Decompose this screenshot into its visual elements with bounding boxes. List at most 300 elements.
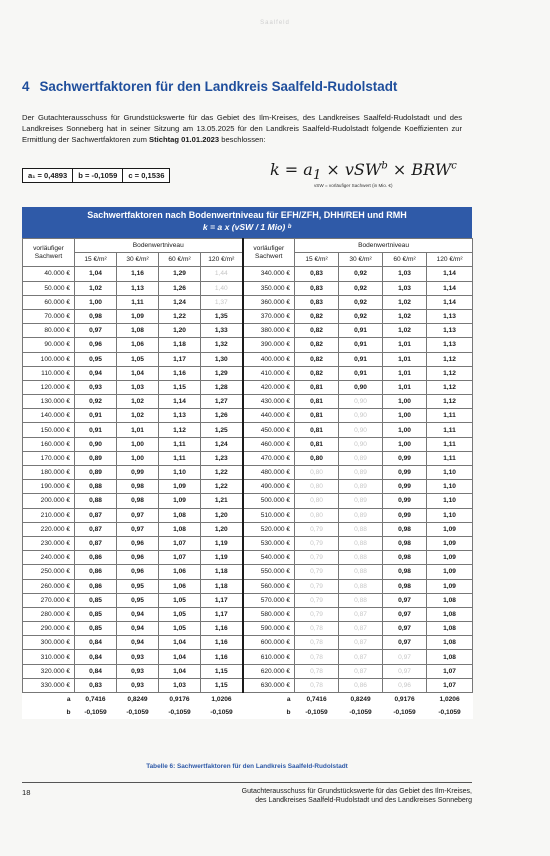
right-sachwert-cell: 410.000 €	[243, 366, 295, 380]
intro-suffix: beschlossen:	[219, 135, 266, 144]
right-factor-cell: 0,78	[295, 622, 339, 636]
left-factor-cell: 1,18	[201, 565, 243, 579]
intro-paragraph	[22, 112, 462, 145]
right-factor-cell: 1,01	[383, 380, 427, 394]
left-factor-cell: 0,94	[75, 366, 117, 380]
left-factor-cell: 1,09	[117, 309, 159, 323]
table-row	[23, 423, 473, 437]
table-row	[23, 678, 473, 692]
right-factor-cell: 0,79	[295, 593, 339, 607]
right-sachwert-cell: 390.000 €	[243, 338, 295, 352]
left-factor-cell: 0,95	[117, 579, 159, 593]
left-factor-cell: 1,44	[201, 267, 243, 281]
coef-label: b	[286, 709, 291, 717]
left-factor-cell: 1,00	[75, 295, 117, 309]
left-factor-cell: 1,27	[201, 395, 243, 409]
left-factor-cell: 1,15	[201, 678, 243, 692]
right-sachwert-cell: 340.000 €	[243, 267, 295, 281]
left-sachwert-cell: 70.000 €	[23, 309, 75, 323]
table-row	[23, 565, 473, 579]
left-factor-cell: 1,28	[201, 380, 243, 394]
right-factor-cell: 1,14	[427, 281, 473, 295]
right-factor-cell: 1,10	[427, 508, 473, 522]
right-factor-cell: 0,87	[339, 664, 383, 678]
right-factor-cell: 0,82	[295, 338, 339, 352]
table-row	[23, 451, 473, 465]
right-factor-cell: 0,79	[295, 607, 339, 621]
left-factor-cell: 1,05	[159, 593, 201, 607]
right-factor-cell: 0,90	[339, 409, 383, 423]
right-factor-cell: 0,79	[295, 579, 339, 593]
left-sachwert-cell: 150.000 €	[23, 423, 75, 437]
right-sachwert-cell: 630.000 €	[243, 678, 295, 692]
coef-value: 0,9176	[394, 696, 415, 704]
formula-mid2: × BRW	[387, 160, 452, 179]
table-row	[23, 622, 473, 636]
right-factor-cell: 0,97	[383, 607, 427, 621]
table-row	[23, 522, 473, 536]
left-sachwert-cell: 190.000 €	[23, 480, 75, 494]
right-factor-cell: 0,89	[339, 494, 383, 508]
right-factor-cell: 1,02	[383, 309, 427, 323]
left-factor-cell: 0,94	[117, 636, 159, 650]
right-factor-cell: 0,89	[339, 480, 383, 494]
left-factor-cell: 1,29	[201, 366, 243, 380]
coef-value: 0,8249	[350, 696, 371, 704]
formula-lhs: k = a	[270, 160, 313, 179]
coef-c: c = 0,1536	[128, 171, 165, 180]
left-sachwert-cell: 180.000 €	[23, 466, 75, 480]
left-factor-cell: 1,19	[201, 536, 243, 550]
left-factor-cell: 1,07	[159, 551, 201, 565]
left-factor-cell: 0,84	[75, 636, 117, 650]
left-factor-cell: 0,96	[75, 338, 117, 352]
left-sachwert-cell: 320.000 €	[23, 664, 75, 678]
right-sachwert-cell: 420.000 €	[243, 380, 295, 394]
left-factor-cell: 1,16	[201, 650, 243, 664]
left-factor-cell: 1,06	[159, 579, 201, 593]
page-number: 18	[22, 788, 31, 797]
footer-line-1: Gutachterausschuss für Grundstückswerte für das Gebiet des Ilm-Kreises,	[241, 788, 472, 795]
table-row	[23, 295, 473, 309]
coef-value: 0,8249	[127, 696, 148, 704]
left-factor-cell: 0,87	[75, 522, 117, 536]
table-row	[23, 650, 473, 664]
left-factor-cell: 1,01	[117, 423, 159, 437]
left-factor-cell: 0,97	[117, 522, 159, 536]
left-factor-cell: 1,16	[201, 622, 243, 636]
left-factor-cell: 0,98	[117, 494, 159, 508]
left-factor-cell: 1,19	[201, 551, 243, 565]
table-row	[23, 338, 473, 352]
left-factor-cell: 0,86	[75, 565, 117, 579]
right-factor-cell: 0,87	[339, 650, 383, 664]
left-factor-cell: 1,04	[159, 636, 201, 650]
right-factor-cell: 0,90	[339, 423, 383, 437]
left-factor-cell: 1,29	[159, 267, 201, 281]
coef-value: -0,1059	[126, 709, 149, 717]
left-factor-cell: 1,06	[117, 338, 159, 352]
left-factor-cell: 0,91	[75, 423, 117, 437]
left-factor-cell: 1,04	[117, 366, 159, 380]
footer-line-2: des Landkreises Saalfeld-Rudolstadt und des Landkreises Sonneberg	[255, 797, 472, 804]
table-row	[23, 536, 473, 550]
sachwert-table	[22, 238, 473, 719]
right-factor-cell: 1,01	[383, 366, 427, 380]
left-sachwert-cell: 270.000 €	[23, 593, 75, 607]
hdr-level: 30 €/m²	[339, 253, 383, 267]
intro-text: Der Gutachterausschuss für Grundstückswerte für das Gebiet des Ilm-Kreises, des Landkreises Saalfeld-Rudolstadt und des Landkreises Sonneberg hat in seiner Sitzung am 13.05.2025 für den Landkreis Saalfeld-Rudolstadt folgende Koeffizienten zur Ermittlung der Sachwertfaktoren zum	[22, 113, 462, 144]
left-factor-cell: 1,04	[75, 267, 117, 281]
table-row	[23, 551, 473, 565]
right-factor-cell: 0,97	[383, 650, 427, 664]
left-factor-cell: 1,16	[201, 636, 243, 650]
right-factor-cell: 1,00	[383, 395, 427, 409]
left-sachwert-cell: 160.000 €	[23, 437, 75, 451]
right-sachwert-cell: 480.000 €	[243, 466, 295, 480]
left-factor-cell: 1,22	[201, 466, 243, 480]
left-factor-cell: 0,86	[75, 551, 117, 565]
right-factor-cell: 0,88	[339, 593, 383, 607]
right-factor-cell: 0,83	[295, 281, 339, 295]
right-factor-cell: 1,09	[427, 565, 473, 579]
coef-value: -0,1059	[84, 709, 107, 717]
right-sachwert-cell: 370.000 €	[243, 309, 295, 323]
right-factor-cell: 0,97	[383, 622, 427, 636]
right-factor-cell: 1,08	[427, 593, 473, 607]
left-factor-cell: 1,35	[201, 309, 243, 323]
right-factor-cell: 1,14	[427, 267, 473, 281]
left-factor-cell: 1,17	[201, 607, 243, 621]
table-row	[23, 324, 473, 338]
hdr-level: 120 €/m²	[427, 253, 473, 267]
left-factor-cell: 0,85	[75, 607, 117, 621]
right-sachwert-cell: 530.000 €	[243, 536, 295, 550]
right-factor-cell: 1,09	[427, 579, 473, 593]
right-factor-cell: 1,12	[427, 366, 473, 380]
hdr-level: 15 €/m²	[295, 253, 339, 267]
left-factor-cell: 1,05	[159, 622, 201, 636]
right-factor-cell: 0,91	[339, 366, 383, 380]
right-factor-cell: 1,11	[427, 423, 473, 437]
left-factor-cell: 0,88	[75, 480, 117, 494]
right-sachwert-cell: 570.000 €	[243, 593, 295, 607]
right-factor-cell: 0,92	[339, 281, 383, 295]
left-sachwert-cell: 50.000 €	[23, 281, 75, 295]
right-sachwert-cell: 550.000 €	[243, 565, 295, 579]
right-factor-cell: 0,99	[383, 451, 427, 465]
left-factor-cell: 1,03	[159, 678, 201, 692]
right-sachwert-cell: 590.000 €	[243, 622, 295, 636]
right-factor-cell: 0,88	[339, 522, 383, 536]
left-factor-cell: 0,93	[117, 678, 159, 692]
left-factor-cell: 1,26	[201, 409, 243, 423]
left-factor-cell: 1,40	[201, 281, 243, 295]
table-body	[23, 267, 473, 720]
right-factor-cell: 0,83	[295, 267, 339, 281]
right-factor-cell: 0,82	[295, 309, 339, 323]
right-factor-cell: 1,00	[383, 409, 427, 423]
left-sachwert-cell: 200.000 €	[23, 494, 75, 508]
right-factor-cell: 0,87	[339, 622, 383, 636]
left-factor-cell: 1,09	[159, 494, 201, 508]
table-row	[23, 664, 473, 678]
left-factor-cell: 0,85	[75, 622, 117, 636]
table-row	[23, 607, 473, 621]
left-factor-cell: 1,02	[75, 281, 117, 295]
right-factor-cell: 0,80	[295, 494, 339, 508]
right-factor-cell: 0,92	[339, 309, 383, 323]
coef-value: 1,0206	[439, 696, 460, 704]
table-row	[23, 636, 473, 650]
left-factor-cell: 1,20	[201, 522, 243, 536]
left-factor-cell: 1,16	[117, 267, 159, 281]
right-factor-cell: 0,96	[383, 678, 427, 692]
left-factor-cell: 1,17	[159, 352, 201, 366]
right-factor-cell: 1,13	[427, 338, 473, 352]
right-factor-cell: 1,09	[427, 536, 473, 550]
left-factor-cell: 0,98	[75, 309, 117, 323]
left-factor-cell: 1,04	[159, 650, 201, 664]
right-factor-cell: 0,78	[295, 664, 339, 678]
right-factor-cell: 0,97	[383, 636, 427, 650]
formula	[270, 160, 457, 183]
left-factor-cell: 1,12	[159, 423, 201, 437]
table-row	[23, 267, 473, 281]
right-factor-cell: 1,00	[383, 423, 427, 437]
right-factor-cell: 0,80	[295, 508, 339, 522]
right-sachwert-cell: 400.000 €	[243, 352, 295, 366]
hdr-vorl-right: vorläufiger Sachwert	[243, 239, 295, 267]
right-sachwert-cell: 430.000 €	[243, 395, 295, 409]
right-sachwert-cell: 350.000 €	[243, 281, 295, 295]
left-factor-cell: 1,37	[201, 295, 243, 309]
right-factor-cell: 0,92	[339, 295, 383, 309]
right-factor-cell: 0,92	[339, 267, 383, 281]
table-row	[23, 309, 473, 323]
right-factor-cell: 0,87	[339, 636, 383, 650]
right-factor-cell: 0,98	[383, 579, 427, 593]
left-factor-cell: 1,14	[159, 395, 201, 409]
right-factor-cell: 0,81	[295, 380, 339, 394]
left-factor-cell: 0,83	[75, 678, 117, 692]
coef-b: b = -0,1059	[73, 169, 123, 182]
coef-value: 0,9176	[169, 696, 190, 704]
coef-value: -0,1059	[349, 709, 372, 717]
left-factor-cell: 1,20	[159, 324, 201, 338]
left-factor-cell: 0,85	[75, 593, 117, 607]
left-factor-cell: 0,93	[117, 664, 159, 678]
right-factor-cell: 0,98	[383, 536, 427, 550]
left-factor-cell: 1,00	[117, 437, 159, 451]
right-factor-cell: 1,13	[427, 324, 473, 338]
left-sachwert-cell: 60.000 €	[23, 295, 75, 309]
left-factor-cell: 1,16	[159, 366, 201, 380]
right-factor-cell: 0,82	[295, 352, 339, 366]
right-sachwert-cell: 460.000 €	[243, 437, 295, 451]
right-sachwert-cell: 440.000 €	[243, 409, 295, 423]
section-title: Sachwertfaktoren für den Landkreis Saalfeld-Rudolstadt	[39, 79, 398, 94]
left-factor-cell: 0,91	[75, 409, 117, 423]
hdr-level: 15 €/m²	[75, 253, 117, 267]
right-factor-cell: 0,88	[339, 565, 383, 579]
coef-row-b_label	[23, 706, 473, 719]
formula-exp-c: c	[451, 160, 457, 172]
table-row	[23, 579, 473, 593]
right-factor-cell: 0,80	[295, 451, 339, 465]
hdr-vorl-left: vorläufiger Sachwert	[23, 239, 75, 267]
right-factor-cell: 1,08	[427, 622, 473, 636]
right-factor-cell: 1,11	[427, 409, 473, 423]
hdr-bodenwert-left: Bodenwertniveau	[75, 239, 243, 253]
right-factor-cell: 0,82	[295, 324, 339, 338]
left-factor-cell: 1,32	[201, 338, 243, 352]
left-factor-cell: 1,04	[159, 664, 201, 678]
left-sachwert-cell: 90.000 €	[23, 338, 75, 352]
right-factor-cell: 1,12	[427, 380, 473, 394]
left-sachwert-cell: 40.000 €	[23, 267, 75, 281]
right-sachwert-cell: 620.000 €	[243, 664, 295, 678]
table-row	[23, 466, 473, 480]
left-factor-cell: 1,09	[159, 480, 201, 494]
coef-value: 0,7416	[306, 696, 327, 704]
left-factor-cell: 0,96	[117, 551, 159, 565]
hdr-bodenwert-right: Bodenwertniveau	[295, 239, 473, 253]
hdr-level: 60 €/m²	[383, 253, 427, 267]
right-factor-cell: 1,00	[383, 437, 427, 451]
table-row	[23, 366, 473, 380]
left-sachwert-cell: 330.000 €	[23, 678, 75, 692]
left-factor-cell: 1,11	[159, 437, 201, 451]
left-factor-cell: 1,03	[117, 380, 159, 394]
left-factor-cell: 1,02	[117, 409, 159, 423]
left-sachwert-cell: 290.000 €	[23, 622, 75, 636]
left-factor-cell: 1,05	[117, 352, 159, 366]
left-factor-cell: 1,25	[201, 423, 243, 437]
left-factor-cell: 0,84	[75, 650, 117, 664]
right-factor-cell: 1,07	[427, 678, 473, 692]
right-factor-cell: 1,10	[427, 466, 473, 480]
right-factor-cell: 0,82	[295, 366, 339, 380]
left-factor-cell: 1,22	[159, 309, 201, 323]
table-formula: k = a x (vSW / 1 Mio) ᵇ	[202, 222, 292, 232]
left-factor-cell: 0,95	[75, 352, 117, 366]
left-factor-cell: 1,18	[159, 338, 201, 352]
right-factor-cell: 0,89	[339, 451, 383, 465]
left-sachwert-cell: 140.000 €	[23, 409, 75, 423]
right-factor-cell: 0,78	[295, 636, 339, 650]
table-row	[23, 437, 473, 451]
left-factor-cell: 1,08	[117, 324, 159, 338]
right-factor-cell: 0,79	[295, 522, 339, 536]
right-factor-cell: 0,90	[339, 395, 383, 409]
right-factor-cell: 0,97	[383, 593, 427, 607]
right-sachwert-cell: 540.000 €	[243, 551, 295, 565]
right-factor-cell: 0,91	[339, 338, 383, 352]
right-factor-cell: 0,80	[295, 466, 339, 480]
left-factor-cell: 0,84	[75, 664, 117, 678]
left-sachwert-cell: 100.000 €	[23, 352, 75, 366]
right-factor-cell: 1,10	[427, 494, 473, 508]
right-factor-cell: 1,08	[427, 650, 473, 664]
section-number: 4	[22, 79, 30, 94]
right-factor-cell: 0,99	[383, 508, 427, 522]
right-factor-cell: 0,98	[383, 522, 427, 536]
right-factor-cell: 1,09	[427, 522, 473, 536]
left-factor-cell: 1,02	[117, 395, 159, 409]
formula-sub: 1	[312, 168, 322, 184]
right-factor-cell: 0,89	[339, 466, 383, 480]
right-factor-cell: 1,10	[427, 480, 473, 494]
right-factor-cell: 0,99	[383, 480, 427, 494]
left-factor-cell: 1,30	[201, 352, 243, 366]
left-factor-cell: 1,15	[159, 380, 201, 394]
coef-value: -0,1059	[305, 709, 328, 717]
left-factor-cell: 1,08	[159, 508, 201, 522]
left-factor-cell: 0,96	[117, 565, 159, 579]
left-sachwert-cell: 240.000 €	[23, 551, 75, 565]
right-sachwert-cell: 380.000 €	[243, 324, 295, 338]
table-title: Sachwertfaktoren nach Bodenwertniveau für EFH/ZFH, DHH/REH und RMH	[87, 210, 407, 220]
left-factor-cell: 1,17	[201, 593, 243, 607]
left-factor-cell: 1,06	[159, 565, 201, 579]
left-factor-cell: 1,21	[201, 494, 243, 508]
left-sachwert-cell: 210.000 €	[23, 508, 75, 522]
right-sachwert-cell: 360.000 €	[243, 295, 295, 309]
right-factor-cell: 0,91	[339, 324, 383, 338]
footer-divider	[22, 782, 472, 783]
left-factor-cell: 0,97	[75, 324, 117, 338]
left-factor-cell: 0,95	[117, 593, 159, 607]
right-factor-cell: 0,86	[339, 678, 383, 692]
right-factor-cell: 1,11	[427, 451, 473, 465]
right-factor-cell: 0,81	[295, 409, 339, 423]
right-factor-cell: 1,03	[383, 267, 427, 281]
left-factor-cell: 1,00	[117, 451, 159, 465]
right-factor-cell: 1,01	[383, 338, 427, 352]
left-sachwert-cell: 300.000 €	[23, 636, 75, 650]
left-sachwert-cell: 310.000 €	[23, 650, 75, 664]
left-sachwert-cell: 280.000 €	[23, 607, 75, 621]
coef-value: -0,1059	[168, 709, 191, 717]
left-factor-cell: 1,13	[159, 409, 201, 423]
right-factor-cell: 1,03	[383, 281, 427, 295]
coef-a1: a₁ = 0,4893	[23, 169, 73, 182]
left-factor-cell: 0,93	[75, 380, 117, 394]
table-wrapper	[22, 238, 472, 719]
table-title-block	[22, 207, 472, 238]
left-factor-cell: 1,07	[159, 536, 201, 550]
coef-value: -0,1059	[393, 709, 416, 717]
right-sachwert-cell: 500.000 €	[243, 494, 295, 508]
right-factor-cell: 0,90	[339, 437, 383, 451]
left-factor-cell: 0,96	[117, 536, 159, 550]
left-factor-cell: 0,92	[75, 395, 117, 409]
left-factor-cell: 1,24	[201, 437, 243, 451]
right-factor-cell: 0,88	[339, 551, 383, 565]
right-factor-cell: 0,81	[295, 437, 339, 451]
coef-label: a	[286, 696, 291, 704]
left-factor-cell: 1,05	[159, 607, 201, 621]
right-factor-cell: 0,99	[383, 466, 427, 480]
left-factor-cell: 0,87	[75, 508, 117, 522]
right-sachwert-cell: 490.000 €	[243, 480, 295, 494]
table-caption: Tabelle 6: Sachwertfaktoren für den Landkreis Saalfeld-Rudolstadt	[146, 763, 348, 770]
formula-exp-b: b	[381, 160, 388, 172]
left-sachwert-cell: 250.000 €	[23, 565, 75, 579]
left-factor-cell: 0,94	[117, 622, 159, 636]
left-factor-cell: 0,94	[117, 607, 159, 621]
